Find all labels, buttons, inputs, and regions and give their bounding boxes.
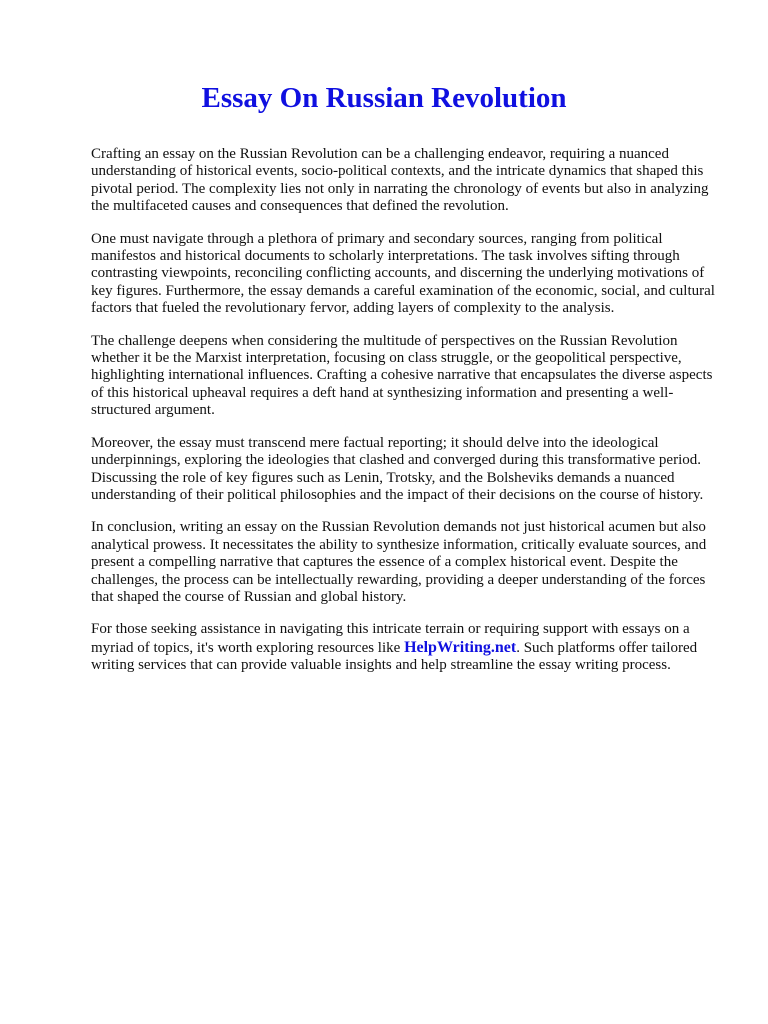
document-body [91,146,721,690]
paragraph: One must navigate through a plethora of primary and secondary sources, ranging from political manifestos and historical documents to scholarly interpretations. The task involves sifting through contrasting viewpoints, reconciling conflicting accounts, and discerning the underlying motivations of key figures. Furthermore, the essay demands a careful examination of the economic, social, and cultural factors that fueled the revolutionary fervor, adding layers of complexity to the analysis. [91,230,715,317]
closing-paragraph [91,621,721,674]
closing-text-after-link: . Such platforms offer tailored writing services that can provide valuable insights and help streamline the essay writing process. [91,639,698,674]
helpwriting-link[interactable]: HelpWriting.net [404,638,517,656]
paragraph: Crafting an essay on the Russian Revolution can be a challenging endeavor, requiring a nuanced understanding of historical events, socio-political contexts, and the intricate dynamics that shaped this pivotal period. The complexity lies not only in narrating the chronology of events but also in analyzing the multifaceted causes and consequences that defined the revolution. [91,146,709,215]
paragraph: Moreover, the essay must transcend mere factual reporting; it should delve into the ideological underpinnings, exploring the ideologies that clashed and converged during this transformative period. Discussing the role of key figures such as Lenin, Trotsky, and the Bolsheviks demands a nuanced understanding of their political philosophies and the impact of their decisions on the course of history. [91,434,704,503]
closing-text-before-link: For those seeking assistance in navigating this intricate terrain or requiring support with essays on a myriad of topics, it's worth exploring resources like [91,621,690,656]
paragraph: The challenge deepens when considering the multitude of perspectives on the Russian Revolution whether it be the Marxist interpretation, focusing on class struggle, or the geopolitical perspective, highlighting international influences. Crafting a cohesive narrative that encapsulates the diverse aspects of this historical upheaval requires a deft hand at synthesizing information and presenting a well-structured argument. [91,332,713,419]
document-title: Essay On Russian Revolution [201,82,567,114]
paragraph: In conclusion, writing an essay on the Russian Revolution demands not just historical acumen but also analytical prowess. It necessitates the ability to synthesize information, critically evaluate sources, and present a compelling narrative that captures the essence of a complex historical event. Despite the challenges, the process can be intellectually rewarding, providing a deeper understanding of the forces that shaped the course of Russian and global history. [91,519,707,605]
